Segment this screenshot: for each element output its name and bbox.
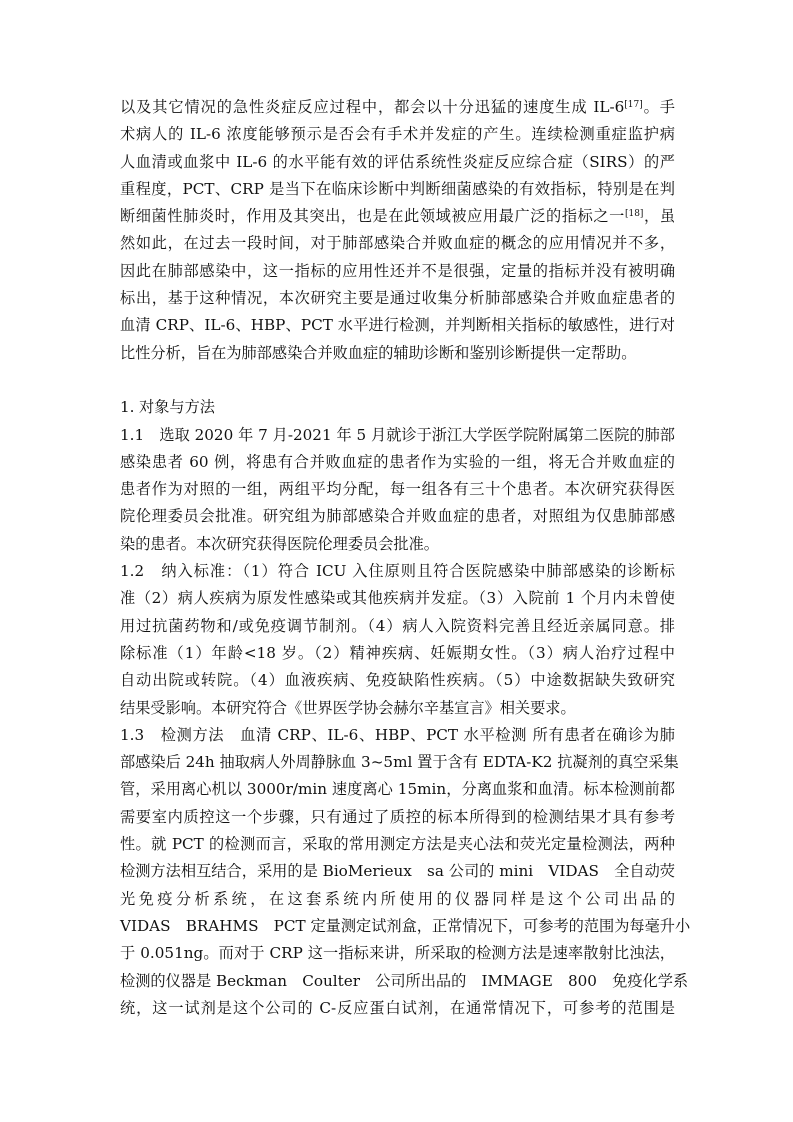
text-line: 比性分析，旨在为肺部感染合并败血症的辅助诊断和鉴别诊断提供一定帮助。 [120,343,637,362]
text-line: VIDAS BRAHMS PCT 定量测定试剂盒，正常情况下，可参考的范围为每毫升小 [120,916,691,935]
text-line: 需要室内质控这一个步骤，只有通过了质控的标本所得到的检测结果才具有参考 [120,807,675,826]
text-line: 统，这一试剂是这个公司的 C-反应蛋白试剂，在通常情况下，可参考的范围是 [120,998,675,1017]
section-title: 对象与方法 [139,398,215,417]
paragraph-gap [120,367,675,394]
text-line: 血清 CRP、IL-6、HBP、PCT 水平进行检测，并判断相关指标的敏感性，进行对 [120,316,675,335]
text-line: 结果受影响。本研究符合《世界医学协会赫尔辛基宣言》相关要求。 [120,698,576,717]
text-line: 术病人的 IL-6 浓度能够预示是否会有手术并发症的产生。连续检测重症监护病 [120,125,675,144]
paragraph-1-3 [120,722,691,1022]
text-line: 准（2）病人疾病为原发性感染或其他疾病并发症。（3）入院前 1 个月内未曾使 [120,589,675,608]
text-line: 标出，基于这种情况，本次研究主要是通过收集分析肺部感染合并败血症患者的 [120,289,675,308]
text-line: 于 0.051ng。而对于 CRP 这一指标来讲，所采取的检测方法是速率散射比浊法， [120,944,675,963]
text-line: 院伦理委员会批准。研究组为肺部感染合并败血症的患者，对照组为仅患肺部感 [120,507,675,526]
citation-ref: [18] [624,209,644,220]
text-line: 感染患者 60 例，将患有合并败血症的患者作为实验的一组，将无合并败血症的 [120,452,675,471]
text-segment: ，虽 [643,207,676,226]
text-line: 除标准（1）年龄<18 岁。（2）精神疾病、妊娠期女性。（3）病人治疗过程中 [120,643,675,662]
text-line: 管，采用离心机以 3000r/min 速度离心 15min，分离血浆和血清。标本检测前都 [120,780,675,799]
text-line: 性。就 PCT 的检测而言，采取的常用测定方法是夹心法和荧光定量检测法，两种 [120,835,675,854]
paragraph-1-1 [120,422,675,558]
text-line: 因此在肺部感染中，这一指标的应用性还并不是很强，定量的指标并没有被明确 [120,261,675,280]
text-line: 然如此，在过去一段时间，对于肺部感染合并败血症的概念的应用情况并不多， [120,234,675,253]
text-line: 检测方法相互结合，采用的是 BioMerieux sa 公司的 mini VIDAS 全自动荧 [120,862,675,881]
text-line: 重程度，PCT、CRP 是当下在临床诊断中判断细菌感染的有效指标，特别是在判 [120,179,675,198]
text-line: 染的患者。本次研究获得医院伦理委员会批准。 [120,534,439,553]
citation-ref: [17] [624,100,643,110]
text-line: 光免疫分析系统，在这套系统内所使用的仪器同样是这个公司出品的 [120,889,675,908]
text-line: 检测的仪器是 Beckman Coulter 公司所出品的 IMMAGE 800 免疫化学系 [120,971,689,990]
section-number: 1. [120,398,135,417]
text-line: 用过抗菌药物和/或免疫调节制剂。（4）病人入院资料完善且经近亲属同意。排 [120,616,675,635]
text-line: 人血清或血浆中 IL-6 的水平能有效的评估系统性炎症反应综合症（SIRS）的严 [120,152,675,171]
text-line: 1.3 检测方法 血清 CRP、IL-6、HBP、PCT 水平检测 所有患者在确诊为肺 [120,725,675,744]
paragraph-1-2 [120,558,675,722]
text-segment: 。手 [642,98,675,116]
text-line: 患者作为对照的一组，两组平均分配，每一组各有三十个患者。本次研究获得医 [120,480,675,499]
text-line: 自动出院或转院。（4）血液疾病、免疫缺陷性疾病。（5）中途数据缺失致研究 [120,671,675,690]
text-line: 部感染后 24h 抽取病人外周静脉血 3~5ml 置于含有 EDTA-K2 抗凝剂的真空采集 [120,753,679,772]
text-line [120,94,675,121]
document-body [120,94,691,1022]
text-line: 1.2 纳入标准：（1）符合 ICU 入住原则且符合医院感染中肺部感染的诊断标 [120,562,675,581]
intro-paragraph [120,94,675,367]
text-segment: 断细菌性肺炎时，作用及其突出，也是在此领域被应用最广泛的指标之一 [120,207,625,226]
text-segment: 以及其它情况的急性炎症反应过程中，都会以十分迅猛的速度生成 IL-6 [120,98,625,116]
text-line [120,203,675,230]
section-heading [120,394,675,421]
text-line: 1.1 选取 2020 年 7 月-2021 年 5 月就诊于浙江大学医学院附属第二医院的肺部 [120,425,675,444]
